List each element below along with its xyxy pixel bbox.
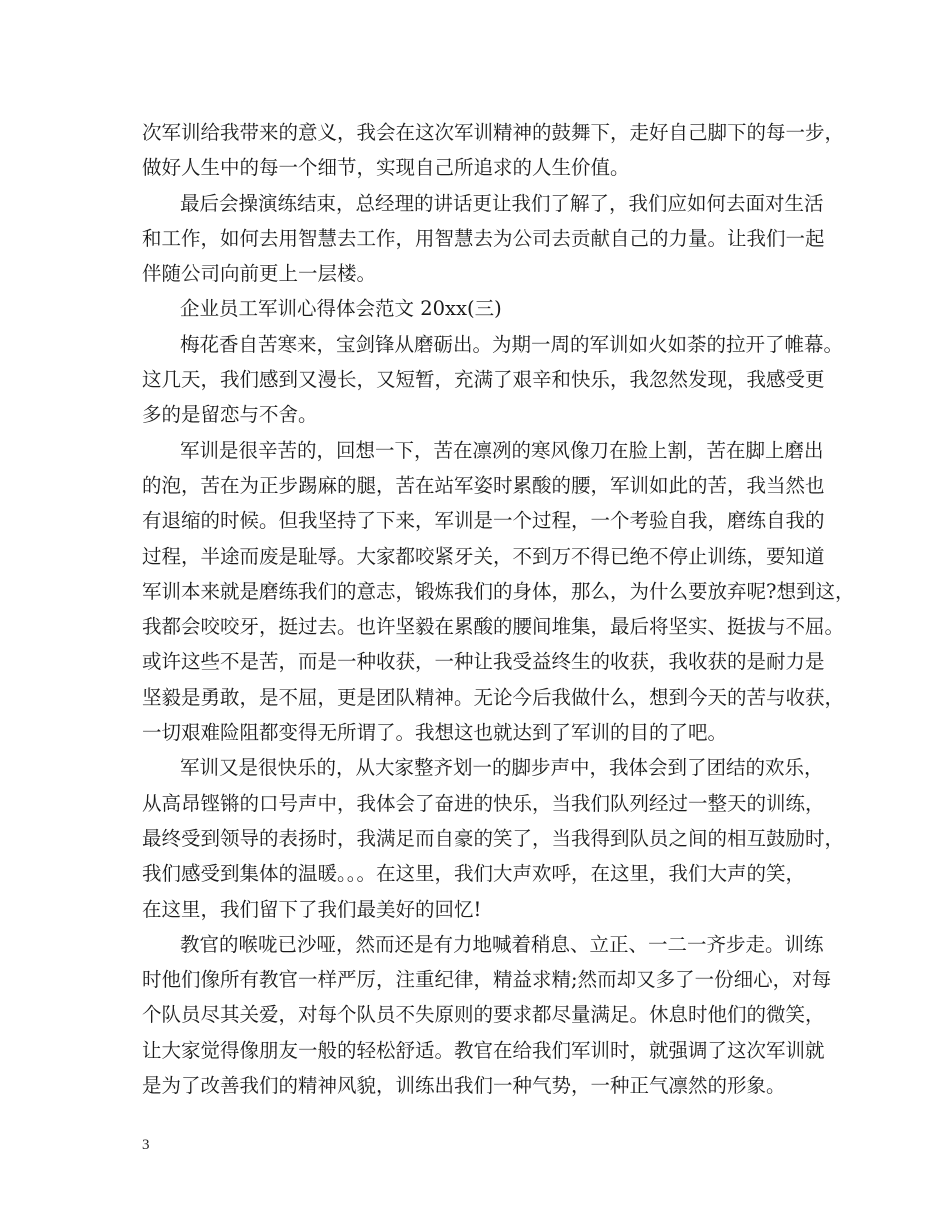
text-line: 是为了改善我们的精神风貌，训练出我们一种气势，一种正气凛然的形象。 [142,1074,786,1098]
text-line: 军训又是很快乐的，从大家整齐划一的脚步声中，我体会到了团结的欢乐， [180,756,824,780]
text-line: 时他们像所有教官一样严厉，注重纪律，精益求精;然而却又多了一份细心，对每 [142,968,832,992]
page-number: 3 [142,1137,150,1153]
text-line: 伴随公司向前更上一层楼。 [142,262,377,286]
text-line: 最后会操演练结束，总经理的讲话更让我们了解了，我们应如何去面对生活 [180,191,824,215]
text-line: 我们感受到集体的温暖。。。在这里，我们大声欢呼，在这里，我们大声的笑， [142,862,806,886]
text-line: 这几天，我们感到又漫长，又短暂，充满了艰辛和快乐，我忽然发现，我感受更 [142,368,825,392]
text-line: 一切艰难险阻都变得无所谓了。我想这也就达到了军训的目的了吧。 [142,721,728,745]
text-line: 做好人生中的每一个细节，实现自己所追求的人生价值。 [142,156,630,180]
text-line: 在这里，我们留下了我们最美好的回忆! [142,897,482,921]
text-line: 多的是留恋与不舍。 [142,403,318,427]
text-line: 军训是很辛苦的，回想一下，苦在凛冽的寒风像刀在脸上割，苦在脚上磨出 [180,438,824,462]
text-line: 个队员尽其关爱，对每个队员不失原则的要求都尽量满足。休息时他们的微笑， [142,1003,825,1027]
text-line: 坚毅是勇敢，是不屈，更是团队精神。无论今后我做什么，想到今天的苦与收获， [142,685,845,709]
text-line: 从高昂铿锵的口号声中，我体会了奋进的快乐，当我们队列经过一整天的训练， [142,791,825,815]
text-line: 次军训给我带来的意义，我会在这次军训精神的鼓舞下，走好自己脚下的每一步， [142,121,845,144]
body-text [142,115,855,1103]
text-line: 或许这些不是苦，而是一种收获，一种让我受益终生的收获，我收获的是耐力是 [142,650,825,674]
text-line: 有退缩的时候。但我坚持了下来，军训是一个过程，一个考验自我，磨练自我的 [142,509,825,533]
text-line: 军训本来就是磨练我们的意志，锻炼我们的身体，那么，为什么要放弃呢?想到这， [142,579,855,603]
text-line: 的泡，苦在为正步踢麻的腿，苦在站军姿时累酸的腰，军训如此的苦，我当然也 [142,473,825,497]
text-line: 教官的喉咙已沙哑，然而还是有力地喊着稍息、立正、一二一齐步走。训练 [180,932,824,956]
text-line: 过程，半途而废是耻辱。大家都咬紧牙关，不到万不得已绝不停止训练，要知道 [142,544,825,568]
text-line: 和工作，如何去用智慧去工作，用智慧去为公司去贡献自己的力量。让我们一起 [142,226,825,250]
text-line: 让大家觉得像朋友一般的轻松舒适。教官在给我们军训时，就强调了这次军训就 [142,1038,825,1062]
text-line: 我都会咬咬牙，挺过去。也许坚毅在累酸的腰间堆集，最后将坚实、挺拔与不屈。 [142,615,845,639]
text-line: 企业员工军训心得体会范文 20xx(三) [180,297,502,321]
text-line: 最终受到领导的表扬时，我满足而自豪的笑了，当我得到队员之间的相互鼓励时， [142,826,845,850]
text-line: 梅花香自苦寒来，宝剑锋从磨砺出。为期一周的军训如火如荼的拉开了帷幕。 [180,332,844,356]
